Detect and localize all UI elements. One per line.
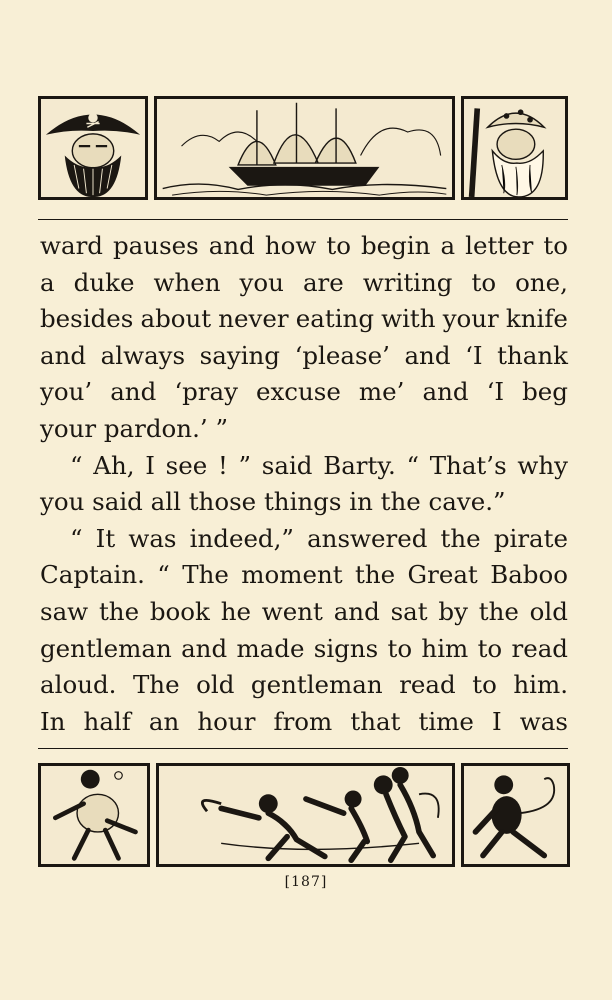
old-pirate-icon xyxy=(464,99,565,197)
text-line: you’ and ‘pray excuse me’ and ‘I beg xyxy=(40,377,568,407)
text-line: aloud. The old gentleman read to him. xyxy=(40,670,568,700)
footer-illustration-left xyxy=(38,763,150,867)
monkeys-chase-icon xyxy=(159,766,452,864)
text-line: saw the book he went and sat by the old xyxy=(40,596,568,626)
text-line: ward pauses and how to begin a letter to xyxy=(40,231,568,260)
bottom-rule xyxy=(38,748,568,749)
text-line: gentleman and made signs to him to read xyxy=(40,633,568,663)
header-illustration-center xyxy=(154,96,455,200)
header-illustration-left xyxy=(38,96,148,200)
page-number: [187] xyxy=(284,874,328,890)
footer-illustration-right xyxy=(461,763,570,867)
text-line: “ Ah, I see ! ” said Barty. “ That’s why xyxy=(70,450,568,480)
pirate-ship-icon xyxy=(157,99,452,197)
footer-illustration-center xyxy=(156,763,455,867)
text-line: besides about never eating with your knife xyxy=(40,304,568,334)
top-rule xyxy=(38,219,568,220)
text-line: and always saying ‘please’ and ‘I thank xyxy=(40,340,568,370)
text-line: In half an hour from that time I was xyxy=(40,706,568,736)
page-text xyxy=(40,228,568,740)
text-line: Captain. “ The moment the Great Baboo xyxy=(40,560,568,590)
header-illustration-right xyxy=(461,96,568,200)
pirate-captain-icon xyxy=(41,99,145,197)
text-line: a duke when you are writing to one, xyxy=(40,267,568,297)
text-line: your pardon.’ ” xyxy=(40,413,228,443)
text-line: “ It was indeed,” answered the pirate xyxy=(70,523,568,553)
walking-monkey-icon xyxy=(464,766,567,864)
running-monkey-icon xyxy=(41,766,147,864)
text-line: you said all those things in the cave.” xyxy=(40,487,506,517)
